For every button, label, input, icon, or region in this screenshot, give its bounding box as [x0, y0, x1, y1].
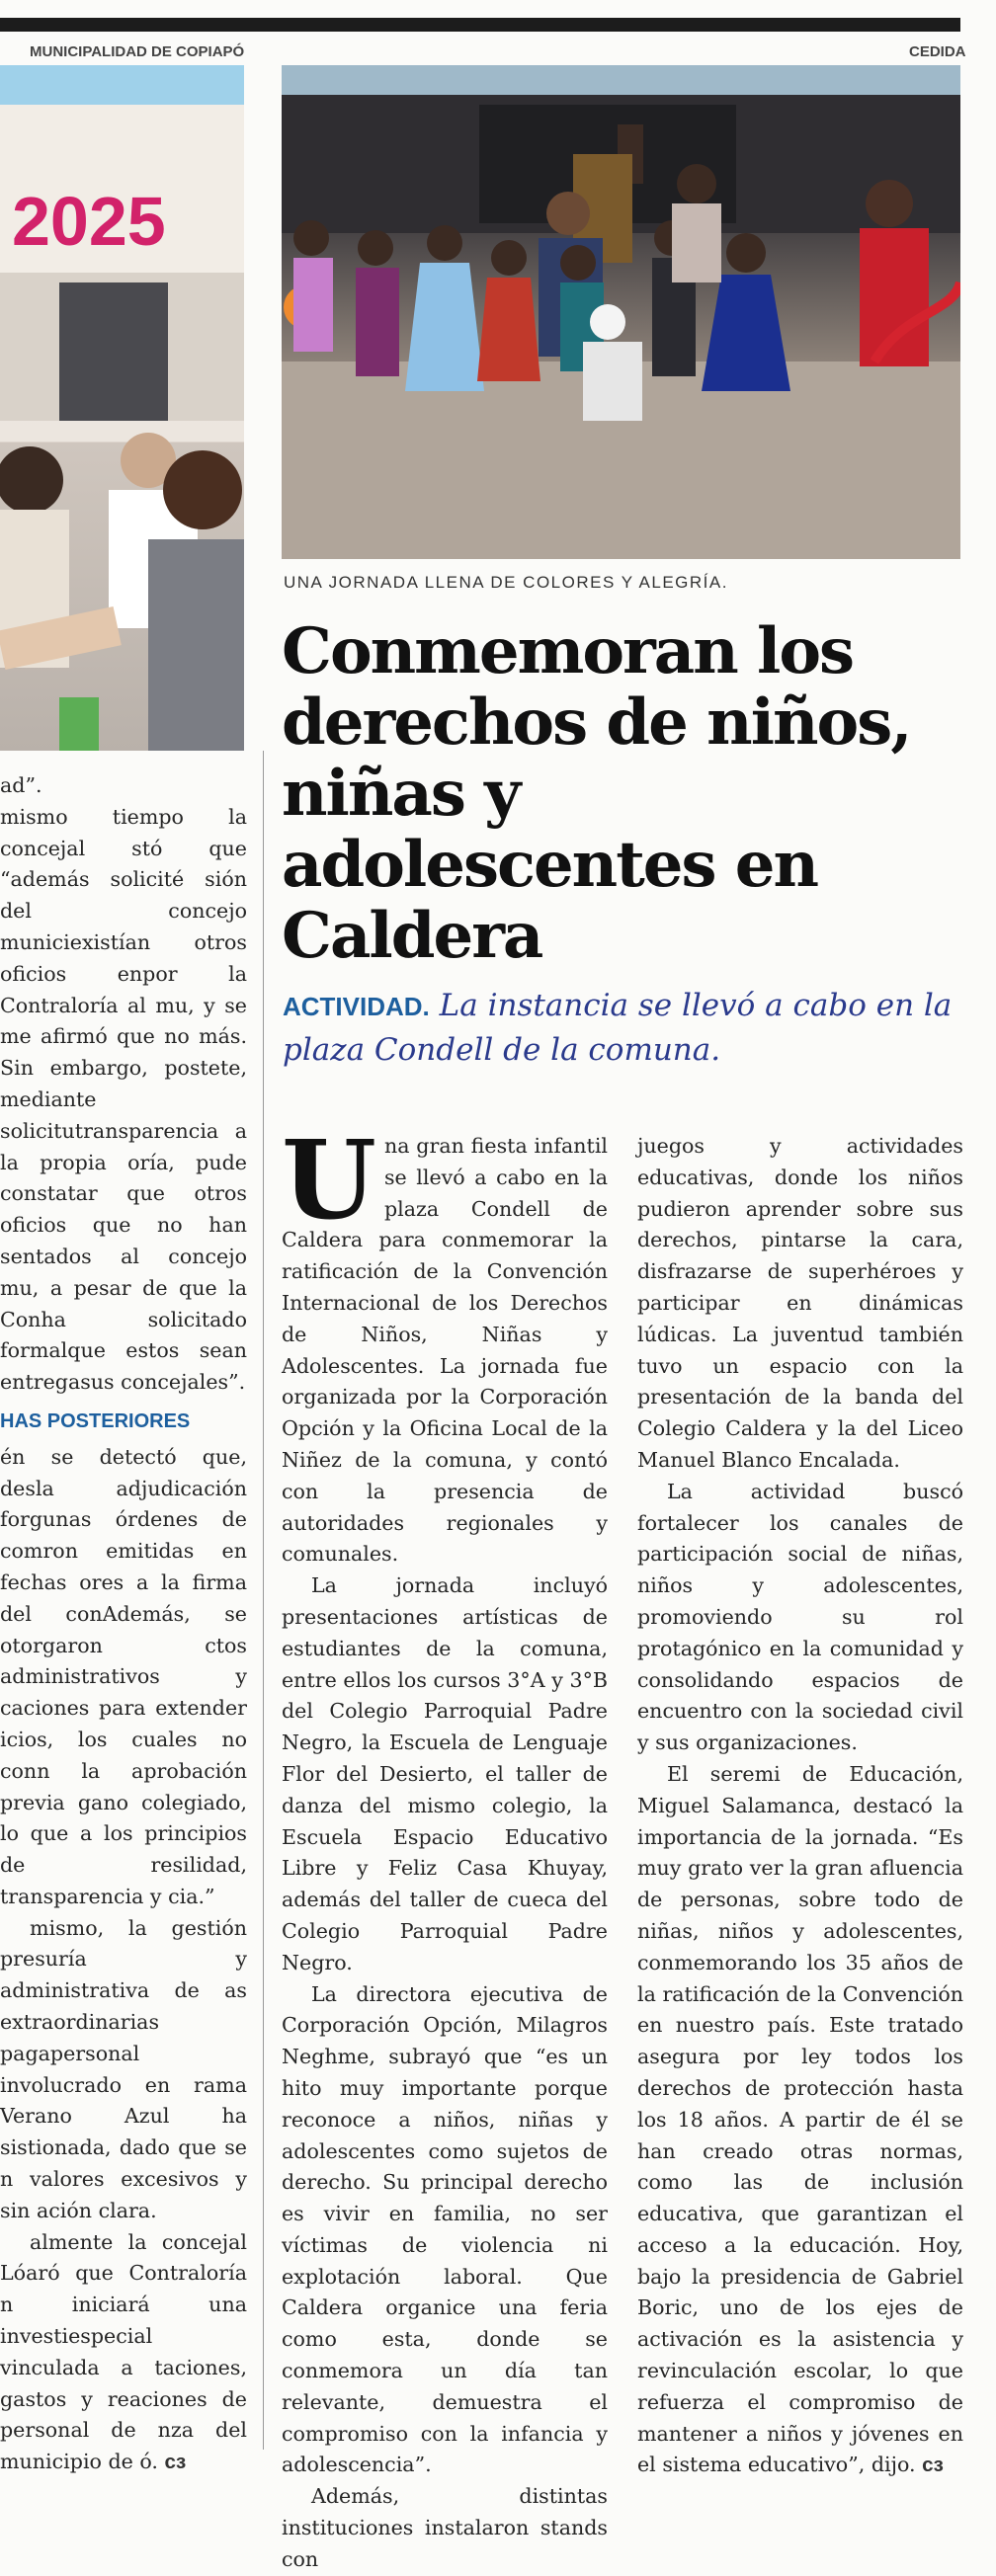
body-paragraph: Además, distintas instituciones instalaron stands con [282, 2484, 608, 2571]
side-paragraph: mismo, la gestión presuría y administrativa de as extraordinarias pagapersonal involucrado en rama Verano Azul ha sistionada, dado que se n valores excesivos y sin ación clara. [0, 1915, 247, 2222]
article-headline: Conmemoran los derechos de niños, niñas y adolescentes en Caldera [282, 614, 911, 973]
article-column-2 [637, 1131, 963, 2481]
drop-cap: U [282, 1116, 376, 1244]
photo-caption: UNA JORNADA LLENA DE COLORES Y ALEGRÍA. [284, 573, 728, 592]
side-end-mark: cз [164, 2451, 187, 2474]
article-dek [283, 984, 964, 1072]
body-paragraph [282, 1116, 608, 1570]
main-photo [282, 65, 960, 559]
banner-year: 2025 [12, 183, 166, 260]
side-paragraph: mismo tiempo la concejal stó que “además solicité sión del concejo municiexistían otros oficios enpor la Contraloría al mu, y se me afirmó que no más. Sin embargo, postete, mediante solicitutransparencia a la propia oría, pude constatar que otros oficios que no han sentados al concejo mu, a pesar de que la Conha solicitado formalque estos sean entregasus concejales”. [0, 804, 247, 1395]
side-paragraph: én se detectó que, desla adjudicación forgunas órdenes de comron emitidas en fechas ores a la firma del conAdemás, se otorgaron ctos administrativos y caciones para extender icios, los cuales no conn la aprobación previa gano colegiado, lo que a los principios de resilidad, transparencia y cia.” [0, 1444, 247, 1908]
article-column-1 [282, 1116, 608, 2576]
top-rule [0, 18, 960, 32]
left-photo-illustration [0, 65, 244, 751]
side-paragraph [0, 2227, 247, 2478]
event-photo-illustration [282, 65, 960, 559]
side-paragraph-text: almente la concejal Lóaró que Contraloría n iniciará una investiespecial vinculada a taciones, gastos y reaciones de personal de nza del municipio de ó. [0, 2229, 247, 2474]
body-paragraph: La actividad buscó fortalecer los canales de participación social de niñas, niños y adolescentes, promoviendo su rol protagónico en la comunidad y consolidando espacios de encuentro con la sociedad civil y sus organizaciones. [637, 1479, 963, 1755]
left-photo [0, 65, 244, 751]
column-divider [263, 751, 264, 2450]
article-end-mark: cз [922, 2454, 944, 2477]
body-paragraph-text: na gran fiesta infantil se llevó a cabo en la plaza Condell de Caldera para conmemorar la ratificación de la Convención Internacional de los Derechos de Niños, Niñas y Adolescentes. La jornada fue organizada por la Corporación Opción y la Oficina Local de la Niñez de la comuna, y contó con la presencia de autoridades regionales y comunales. [282, 1134, 608, 1567]
section-runhead: MUNICIPALIDAD DE COPIAPÓ [30, 43, 245, 60]
article-dek-text: La instancia se llevó a cabo en la plaza Condell de la comuna. [283, 988, 953, 1068]
body-paragraph: La directora ejecutiva de Corporación Opción, Milagros Neghme, subrayó que “es un hito muy importante porque reconoce a niños, niñas y adolescentes como sujetos de derecho. Su principal derecho es vivir en familia, no ser víctimas de violencia ni explotación laboral. Que Caldera organice una feria como esta, donde se conmemora un día tan relevante, demuestra el compromiso con la infancia y adolescencia”. [282, 1981, 608, 2477]
body-paragraph: juegos y actividades educativas, donde los niños pudieron aprender sobre sus derechos, pintarse la cara, disfrazarse de superhéroes y participar en dinámicas lúdicas. La juventud también tuvo un espacio con la presentación de la banda del Colegio Caldera y la del Liceo Manuel Blanco Encalada. [637, 1134, 963, 1472]
side-subhead: HAS POSTERIORES [0, 1409, 191, 1432]
side-article-column [0, 770, 247, 2478]
body-paragraph: La jornada incluyó presentaciones artísticas de estudiantes de la comuna, entre ellos los cursos 3°A y 3°B del Colegio Parroquial Padre Negro, la Escuela de Lenguaje Flor del Desierto, el taller de danza del mismo colegio, la Escuela Espacio Educativo Libre y Feliz Casa Khuyay, además del taller de cueca del Colegio Parroquial Padre Negro. [282, 1573, 608, 1974]
body-paragraph [637, 1759, 963, 2481]
photo-credit: CEDIDA [909, 43, 966, 60]
body-paragraph-text: El seremi de Educación, Miguel Salamanca, destacó la importancia de la jornada. “Es muy grato ver la gran afluencia de personas, sobre todo de niñas, niños y adolescentes, conmemorando los 35 años de la ratificación de la Convención en nuestro país. Este tratado asegura por ley todos los derechos de protección hasta los 18 años. A partir de él se han creado otras normas, como las de inclusión educativa, que garantizan el acceso a la educación. Hoy, bajo la presidencia de Gabriel Boric, uno de los ejes de activación es la asistencia y revinculación escolar, lo que refuerza el compromiso de mantener a niños y jóvenes en el sistema educativo”, dijo. [637, 1761, 963, 2477]
side-paragraph: ad”. [0, 773, 42, 797]
article-kicker: ACTIVIDAD. [283, 992, 430, 1021]
